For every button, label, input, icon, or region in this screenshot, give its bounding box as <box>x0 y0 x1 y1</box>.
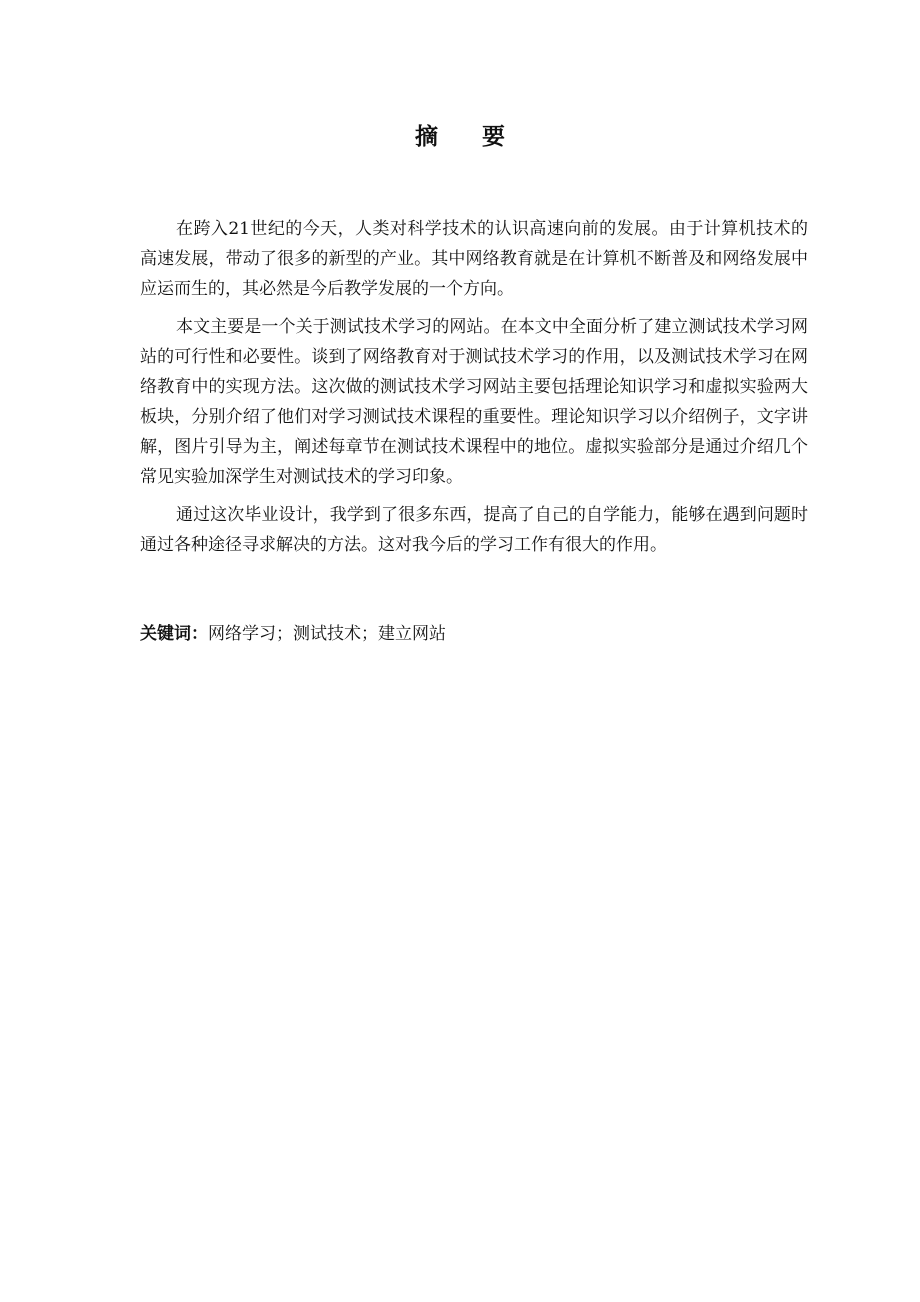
abstract-paragraph-3: 通过这次毕业设计，我学到了很多东西，提高了自己的自学能力，能够在遇到问题时通过各种途径寻求解决的方法。这对我今后的学习工作有很大的作用。 <box>140 505 808 555</box>
page-title: 摘 要 <box>414 124 523 150</box>
keywords-line <box>140 620 808 648</box>
keywords-label: 关键词： <box>140 624 208 644</box>
abstract-body <box>140 214 808 568</box>
abstract-paragraph-2: 本文主要是一个关于测试技术学习的网站。在本文中全面分析了建立测试技术学习网站的可行性和必要性。谈到了网络教育对于测试技术学习的作用，以及测试技术学习在网络教育中的实现方法。这次做的测试技术学习网站主要包括理论知识学习和虚拟实验两大板块，分别介绍了他们对学习测试技术课程的重要性。理论知识学习以介绍例子，文字讲解，图片引导为主，阐述每章节在测试技术课程中的地位。虚拟实验部分是通过介绍几个常见实验加深学生对测试技术的学习印象。 <box>140 317 808 487</box>
keywords-text: 网络学习；测试技术；建立网站 <box>208 624 446 644</box>
abstract-paragraph-1: 在跨入21世纪的今天，人类对科学技术的认识高速向前的发展。由于计算机技术的高速发展，带动了很多的新型的产业。其中网络教育就是在计算机不断普及和网络发展中应运而生的，其必然是今后教学发展的一个方向。 <box>140 219 808 299</box>
